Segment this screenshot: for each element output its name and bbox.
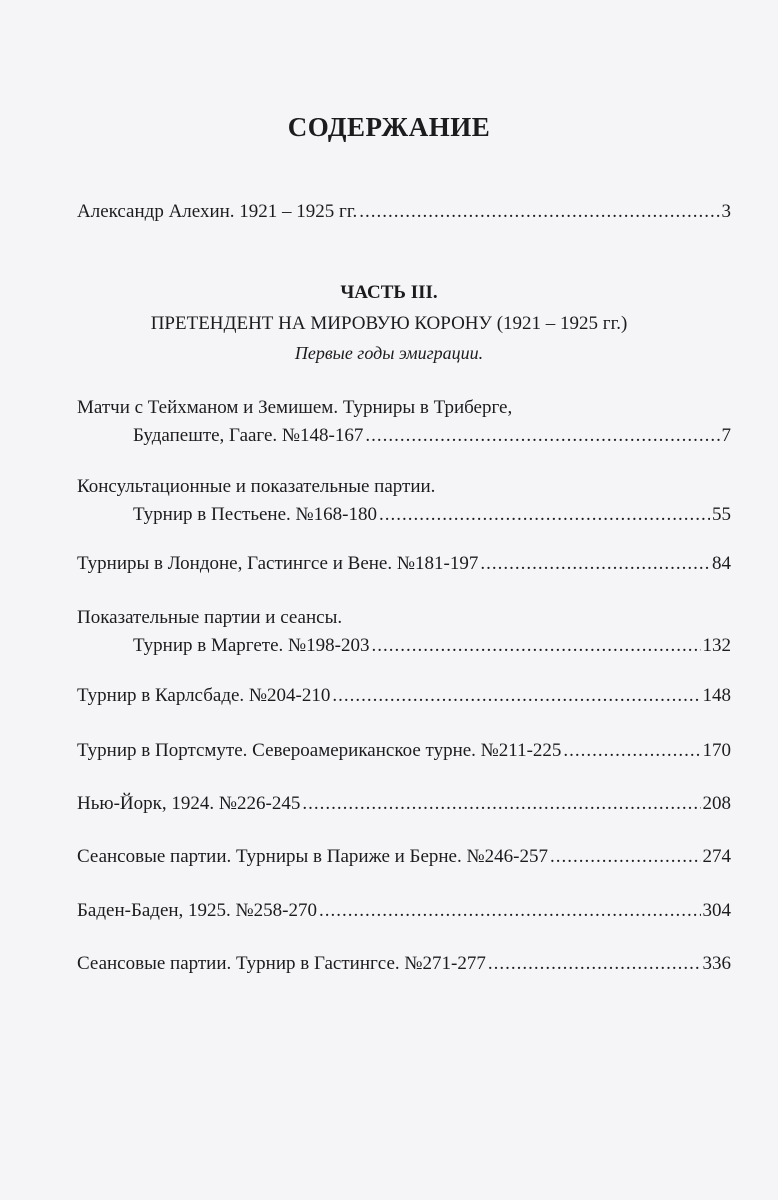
toc-entry-intro[interactable] (77, 198, 731, 226)
toc-entry-text: Александр Алехин. 1921 – 1925 гг. (77, 201, 358, 222)
dot-leader (371, 632, 700, 660)
toc-entry-text: Сеансовые партии. Турниры в Париже и Берне. №246-257 (77, 846, 548, 867)
toc-entry-line (77, 422, 731, 450)
part-title: ПРЕТЕНДЕНТ НА МИРОВУЮ КОРОНУ (1921 – 1925 гг.) (150, 313, 628, 334)
toc-entry-text: Будапеште, Гааге. №148-167 (133, 425, 364, 446)
toc-entry-line (77, 473, 731, 501)
toc-entry[interactable] (77, 897, 731, 925)
toc-page-number: 84 (712, 553, 731, 574)
page-title: СОДЕРЖАНИЕ (287, 112, 491, 142)
dot-leader (319, 897, 700, 925)
toc-page-number: 3 (721, 201, 731, 222)
toc-page-number: 132 (702, 635, 731, 656)
toc-page-number: 55 (712, 504, 731, 525)
toc-entry-line (77, 950, 731, 978)
dot-leader (359, 198, 719, 226)
toc-entry-text: Консультационные и показательные партии. (77, 476, 436, 497)
dot-leader (480, 550, 710, 578)
toc-entry-line (77, 604, 731, 632)
toc-page-number: 170 (702, 740, 731, 761)
toc-entry-text: Баден-Баден, 1925. №258-270 (77, 900, 318, 921)
toc-entry[interactable] (77, 394, 731, 450)
dot-leader (563, 737, 700, 765)
toc-entry[interactable] (77, 604, 731, 660)
dot-leader (302, 790, 700, 818)
dot-leader (379, 501, 710, 529)
toc-page-number: 148 (702, 685, 731, 706)
dot-leader (488, 950, 701, 978)
dot-leader (332, 682, 700, 710)
toc-entry[interactable] (77, 790, 731, 818)
toc-entry[interactable] (77, 843, 731, 871)
toc-page-number: 274 (702, 846, 731, 867)
toc-entry-text: Турниры в Лондоне, Гастингсе и Вене. №181-197 (77, 553, 479, 574)
toc-entry-line (77, 501, 731, 529)
toc-entry-line (77, 682, 731, 710)
toc-entry[interactable] (77, 473, 731, 529)
toc-entry-line (77, 198, 731, 226)
part-label: ЧАСТЬ III. (340, 282, 438, 303)
toc-entry-text: Показательные партии и сеансы. (77, 607, 343, 628)
toc-entry-line (77, 790, 731, 818)
toc-entry-line (77, 632, 731, 660)
toc-entry[interactable] (77, 737, 731, 765)
toc-page-number: 208 (702, 793, 731, 814)
part-subtitle: Первые годы эмиграции. (294, 343, 484, 363)
toc-page-number: 336 (702, 953, 731, 974)
toc-entry-line (77, 550, 731, 578)
toc-entry-line (77, 394, 731, 422)
dot-leader (365, 422, 719, 450)
toc-entry-line (77, 897, 731, 925)
toc-entry-text: Турнир в Маргете. №198-203 (133, 635, 370, 656)
toc-entry[interactable] (77, 950, 731, 978)
toc-entry[interactable] (77, 682, 731, 710)
toc-entry-text: Матчи с Тейхманом и Земишем. Турниры в Триберге, (77, 397, 513, 418)
dot-leader (550, 843, 701, 871)
toc-entry-text: Турнир в Карлсбаде. №204-210 (77, 685, 331, 706)
toc-entry-text: Турнир в Портсмуте. Североамериканское турне. №211-225 (77, 740, 562, 761)
toc-page-number: 7 (721, 425, 731, 446)
toc-entry-line (77, 843, 731, 871)
toc-entry-line (77, 737, 731, 765)
toc-entry[interactable] (77, 550, 731, 578)
toc-page-number: 304 (702, 900, 731, 921)
toc-entry-text: Сеансовые партии. Турнир в Гастингсе. №271-277 (77, 953, 486, 974)
toc-entry-text: Нью-Йорк, 1924. №226-245 (77, 793, 301, 814)
toc-entry-text: Турнир в Пестьене. №168-180 (133, 504, 377, 525)
